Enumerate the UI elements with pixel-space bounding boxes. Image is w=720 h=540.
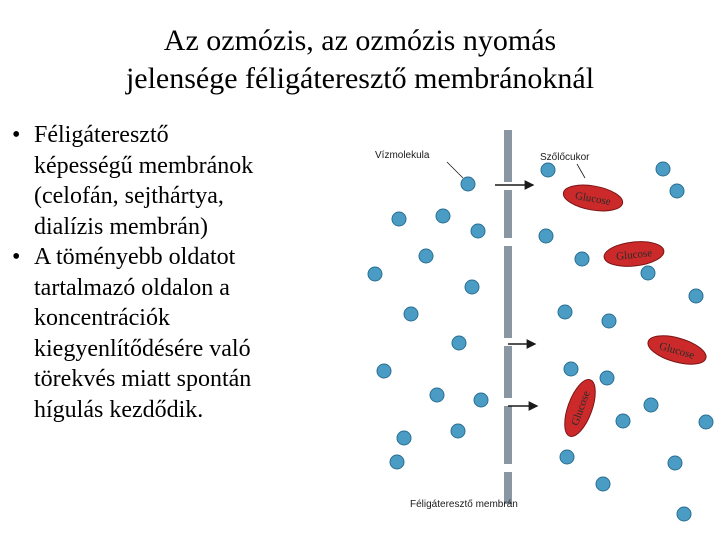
water-molecule <box>668 456 682 470</box>
osmosis-diagram-svg <box>355 112 717 537</box>
bullet-item-membranes <box>12 120 352 242</box>
water-molecule <box>656 162 670 176</box>
bullet-line: kiegyenlítődésére való <box>34 335 251 362</box>
bullet-line: hígulás kezdődik. <box>34 396 204 423</box>
water-molecule <box>677 507 691 521</box>
water-molecule <box>564 362 578 376</box>
bullet-line: képességű membránok <box>34 152 254 179</box>
bullet-line: dialízis membrán) <box>34 213 208 240</box>
water-molecule <box>390 455 404 469</box>
membrane-segment <box>504 246 512 296</box>
membrane-segment <box>504 346 512 398</box>
water-molecule <box>392 212 406 226</box>
bullet-line: Féligáteresztő <box>34 122 169 148</box>
glucose-molecule-label: Glucose <box>574 189 612 209</box>
water-molecule <box>560 450 574 464</box>
membrane-segment <box>504 190 512 238</box>
bullet-line: A töményebb oldatot <box>34 244 236 270</box>
water-molecule <box>430 388 444 402</box>
water-molecule <box>436 209 450 223</box>
water-molecule-label: Vízmolekula <box>375 150 430 161</box>
water-molecule <box>465 280 479 294</box>
water-molecule <box>397 431 411 445</box>
water-molecule <box>644 398 658 412</box>
bullet-item-dilution <box>12 242 352 425</box>
membrane-label: Féligáteresztő membrán <box>410 499 518 510</box>
water-molecule <box>452 336 466 350</box>
water-molecule <box>419 249 433 263</box>
bullet-line: koncentrációk <box>34 305 170 331</box>
glucose-molecules <box>558 181 709 440</box>
water-molecule <box>461 177 475 191</box>
water-molecule <box>471 224 485 238</box>
bullet-line: törekvés miatt spontán <box>34 366 252 392</box>
water-pointer-line <box>447 162 463 178</box>
glucose-molecule <box>645 330 709 370</box>
water-molecule <box>602 314 616 328</box>
water-molecule <box>616 414 630 428</box>
membrane-segment <box>504 130 512 182</box>
water-molecule <box>404 307 418 321</box>
bullet-marker: • <box>12 122 21 148</box>
glucose-molecule <box>561 181 624 215</box>
water-molecule <box>558 305 572 319</box>
title-line-1: Az ozmózis, az ozmózis nyomás <box>163 24 557 57</box>
water-molecule <box>377 364 391 378</box>
glucose-molecule-label: Glucose <box>657 340 696 362</box>
glucose-label: Szőlőcukor <box>540 152 590 163</box>
glucose-molecule-label: Glucose <box>569 389 593 428</box>
membrane-segment <box>504 406 512 464</box>
bullet-list <box>12 120 352 425</box>
title-line-2: jelensége féligáteresztő membránoknál <box>125 62 595 95</box>
semipermeable-membrane <box>504 130 512 504</box>
sugar-pointer-line <box>577 164 585 178</box>
osmosis-diagram <box>355 112 717 537</box>
water-molecule <box>575 252 589 266</box>
water-molecule <box>474 393 488 407</box>
water-molecule <box>689 289 703 303</box>
glucose-molecule <box>603 239 665 269</box>
water-molecule <box>368 267 382 281</box>
bullet-line: tartalmazó oldalon a <box>34 274 230 301</box>
water-molecule <box>539 229 553 243</box>
water-molecule <box>699 415 713 429</box>
water-molecule <box>670 184 684 198</box>
water-molecule <box>641 266 655 280</box>
water-molecule <box>541 163 555 177</box>
glucose-molecule-label: Glucose <box>615 247 653 263</box>
bullet-marker: • <box>12 244 21 270</box>
slide-title <box>40 22 680 98</box>
membrane-segment <box>504 296 512 338</box>
water-molecule <box>451 424 465 438</box>
glucose-molecule <box>558 376 601 441</box>
bullet-line: (celofán, sejthártya, <box>34 183 224 209</box>
water-molecule <box>600 371 614 385</box>
water-molecule <box>596 477 610 491</box>
diffusion-arrows <box>495 185 537 406</box>
